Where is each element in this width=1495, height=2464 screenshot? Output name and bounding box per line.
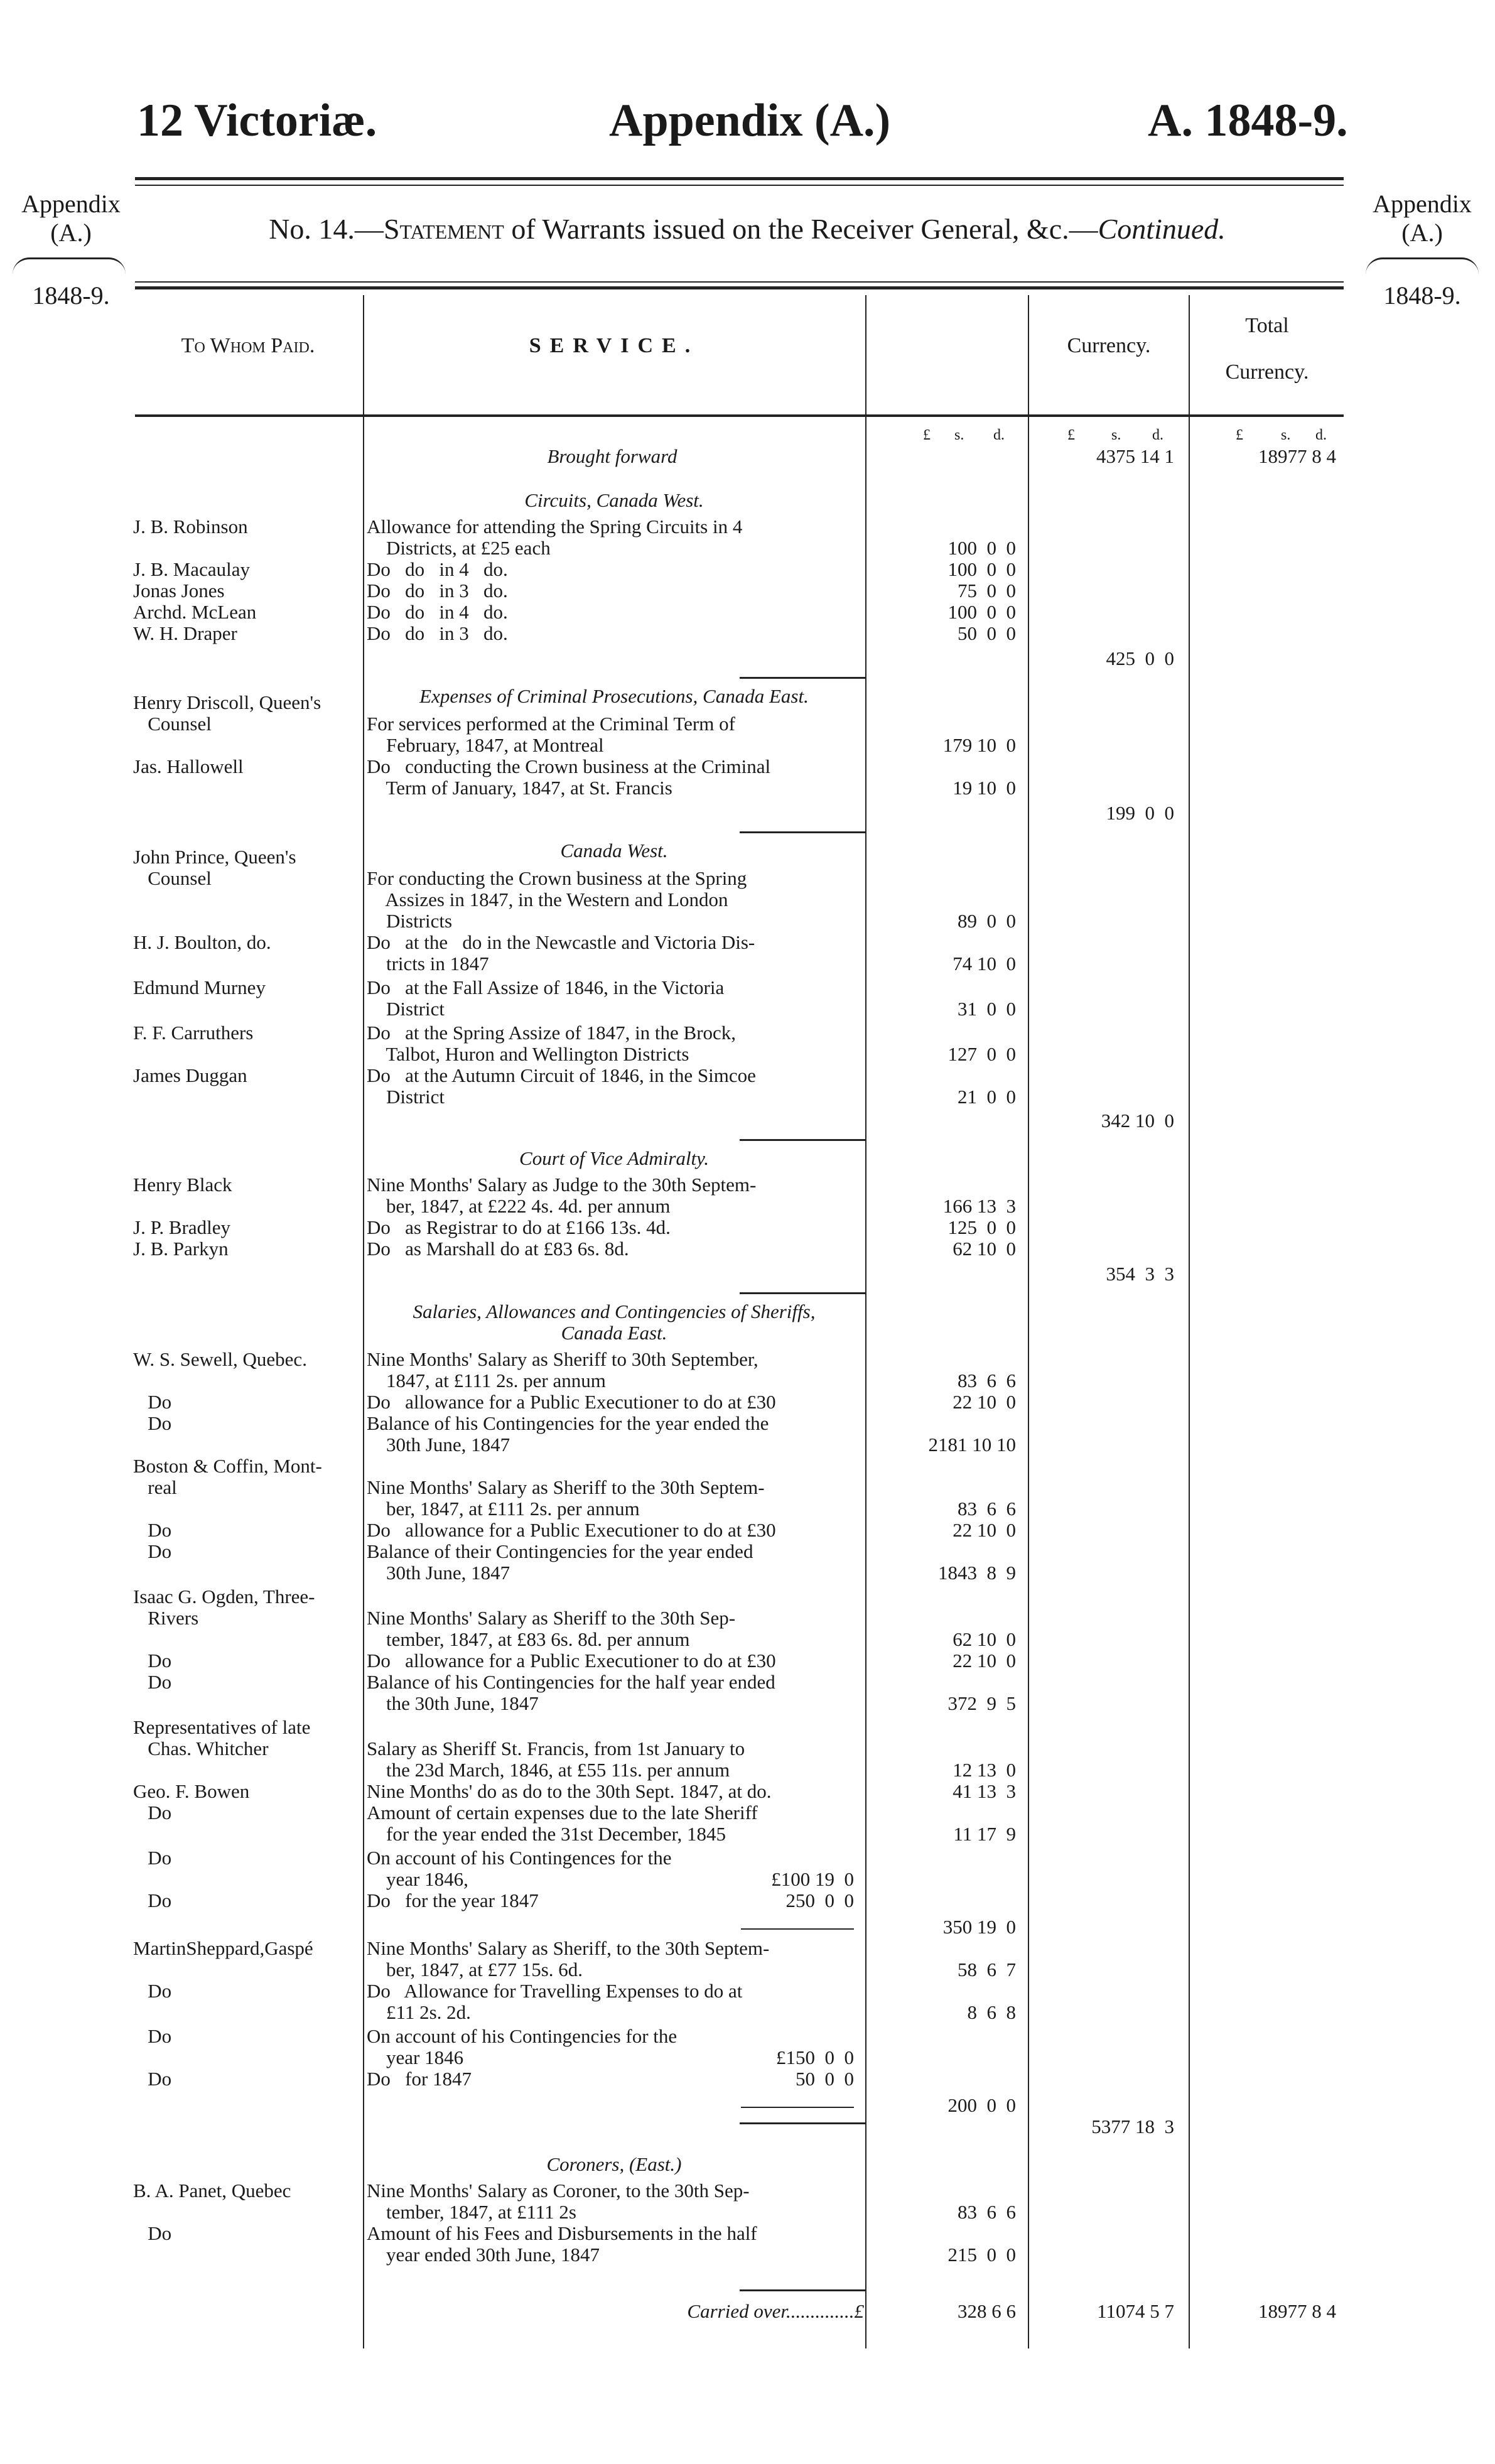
service-cell: the 23d March, 1846, at £55 11s. per annum [367,1759,730,1781]
amount-cell: 1843 8 9 [938,1562,1016,1584]
amount-cell: 2181 10 10 [928,1434,1016,1456]
inner-amount-cell: £150 0 0 [776,2046,854,2068]
service-cell: Nine Months' Salary as Coroner, to the 30th Sep- [367,2180,750,2202]
payee-cell: Henry Driscoll, Queen's [133,691,321,713]
currency-cell: 199 0 0 [1106,802,1174,824]
service-cell: ber, 1847, at £222 4s. 4d. per annum [367,1195,671,1217]
amount-cell: 74 10 0 [953,953,1016,975]
unit-s-2: s. [1111,427,1121,443]
section-canada-west: Canada West. [560,840,668,862]
payee-cell: Jonas Jones [133,580,225,602]
side-note-left: Appendix (A.) [21,190,121,247]
amount-cell: 125 0 0 [947,1216,1016,1238]
carried-over-currency: 11074 5 7 [1097,2300,1174,2322]
payee-cell: Do [133,1540,172,1562]
brought-forward-label: Brought forward [547,445,677,467]
unit-d-3: d. [1315,427,1327,443]
amount-cell: 62 10 0 [953,1628,1016,1650]
subtotal-rule [740,2122,865,2124]
amount-cell: 8 6 8 [967,2001,1016,2023]
brought-forward-total: 18977 8 4 [1258,445,1336,467]
service-cell: Do for the year 1847 [367,1889,539,1911]
payee-cell: real [133,1476,177,1498]
payee-cell: Do [133,1889,172,1911]
unit-l-2: £ [1067,427,1075,443]
payee-cell: Do [133,1650,172,1672]
payee-cell: J. B. Parkyn [133,1238,229,1260]
service-cell: For services performed at the Criminal Term of [367,713,735,735]
unit-l-1: £ [923,427,931,443]
col-header-currency: Currency. [1067,334,1151,357]
payee-cell: Do [133,1671,172,1693]
currency-cell: 425 0 0 [1106,647,1174,669]
header-right: A. 1848-9. [1148,95,1348,146]
service-cell: Nine Months' Salary as Sheriff, to the 30th Septem- [367,1937,770,1959]
service-cell: Do conducting the Crown business at the Criminal [367,755,771,777]
service-cell: For conducting the Crown business at the Spring [367,867,747,889]
subtotal-rule [740,1292,865,1294]
payee-cell: Representatives of late [133,1716,311,1738]
amount-cell: 11 17 9 [953,1823,1016,1845]
unit-s-3: s. [1281,427,1291,443]
payee-cell: Do [133,1412,172,1434]
payee-cell: Do [133,1519,172,1541]
amount-cell: 19 10 0 [953,777,1016,799]
title-rule-thick [135,286,1344,289]
amount-cell: 83 6 6 [958,2201,1016,2223]
currency-cell: 354 3 3 [1106,1263,1174,1285]
payee-cell: J. B. Macaulay [133,558,250,580]
carried-over-label: Carried over [687,2300,786,2322]
service-cell: for the year ended the 31st December, 1845 [367,1823,726,1845]
col-header-total-1: Total [1245,314,1289,337]
amount-cell: 62 10 0 [953,1238,1016,1260]
header-center: Appendix (A.) [609,95,891,146]
service-cell: Do at the Spring Assize of 1847, in the Brock, [367,1022,737,1044]
inner-amount-cell: 50 0 0 [796,2068,854,2090]
service-cell: Nine Months' Salary as Sheriff to 30th September, [367,1348,758,1370]
section-criminal: Expenses of Criminal Prosecutions, Canada East. [419,685,809,707]
amount-cell: 22 10 0 [953,1650,1016,1672]
amount-cell: 21 0 0 [958,1086,1016,1108]
amount-cell: 12 13 0 [953,1759,1016,1781]
service-cell: Do do in 4 do. [367,601,508,623]
unit-d-2: d. [1152,427,1163,443]
header-rule-thin [135,185,1344,186]
service-cell: Nine Months' do as do to the 30th Sept. 1847, at do. [367,1780,772,1802]
amount-cell: 127 0 0 [947,1043,1016,1065]
side-year-right: 1848-9. [1383,281,1461,310]
section-sheriffs-region: Canada East. [561,1322,667,1344]
service-cell: Do for 1847 [367,2068,472,2090]
unit-s-1: s. [954,427,964,443]
header-rule-top [135,177,1344,180]
section-vice-admiralty: Court of Vice Admiralty. [519,1147,709,1169]
currency-cell: 342 10 0 [1101,1110,1174,1132]
carried-over-pound: £ [854,2300,864,2322]
subtotal-rule [740,677,865,679]
service-cell: Nine Months' Salary as Sheriff to the 30th Sep- [367,1607,736,1629]
amount-cell: 22 10 0 [953,1391,1016,1413]
service-cell: £11 2s. 2d. [367,2001,471,2023]
service-cell: Balance of his Contingencies for the half year ended [367,1671,775,1693]
service-cell: year ended 30th June, 1847 [367,2244,600,2266]
amount-cell: 372 9 5 [947,1692,1016,1714]
service-cell: Do at the do in the Newcastle and Victoria Dis- [367,931,755,953]
amount-cell: 83 6 6 [958,1498,1016,1520]
service-cell: Salary as Sheriff St. Francis, from 1st January to [367,1737,745,1759]
payee-cell: Henry Black [133,1174,232,1196]
service-cell: February, 1847, at Montreal [367,734,604,756]
header-bottom-rule [135,414,1344,417]
service-cell: Districts, at £25 each [367,537,551,559]
service-cell: District [367,1086,445,1108]
service-cell: District [367,998,445,1020]
col-header-total-2: Currency. [1225,360,1309,384]
side-brace-right [1366,257,1479,274]
payee-cell: Edmund Murney [133,976,266,998]
payee-cell: Do [133,2222,172,2244]
carried-over-row [364,2301,864,2322]
side-year-left: 1848-9. [32,281,110,310]
service-cell: Do as Registrar to do at £166 13s. 4d. [367,1216,671,1238]
service-cell: Do do in 3 do. [367,580,508,602]
carried-over-value: 328 6 6 [958,2300,1016,2322]
service-cell: Do as Marshall do at £83 6s. 8d. [367,1238,629,1260]
payee-cell: Jas. Hallowell [133,755,244,777]
payee-cell: Do [133,1802,172,1824]
amount-cell: 215 0 0 [947,2244,1016,2266]
amount-cell: 350 19 0 [942,1916,1016,1938]
amount-cell: 83 6 6 [958,1370,1016,1391]
payee-cell: J. P. Bradley [133,1216,230,1238]
service-cell: Do at the Fall Assize of 1846, in the Victoria [367,976,725,998]
carried-over-total: 18977 8 4 [1258,2300,1336,2322]
payee-cell: Rivers [133,1607,199,1629]
currency-cell: 5377 18 3 [1091,2115,1174,2137]
service-cell: Do allowance for a Public Executioner to do at £30 [367,1391,776,1413]
service-cell: Districts [367,910,453,932]
service-cell: Do allowance for a Public Executioner to do at £30 [367,1519,776,1541]
title-rule-thin [135,281,1344,283]
amount-cell: 41 13 3 [953,1780,1016,1802]
service-cell: Allowance for attending the Spring Circuits in 4 [367,516,743,538]
service-cell: Balance of his Contingencies for the year ended the [367,1412,769,1434]
payee-cell: James Duggan [133,1064,247,1086]
amount-cell: 100 0 0 [947,537,1016,559]
inner-subtotal-rule [741,1928,854,1930]
payee-cell: John Prince, Queen's [133,846,296,868]
service-cell: the 30th June, 1847 [367,1692,539,1714]
payee-cell: Archd. McLean [133,601,257,623]
service-cell: Do do in 3 do. [367,622,508,644]
amount-cell: 75 0 0 [958,580,1016,602]
inner-subtotal-rule [741,2107,854,2108]
inner-amount-cell: £100 19 0 [771,1868,854,1890]
col-header-paid: To Whom Paid. [181,334,315,357]
payee-cell: Do [133,1847,172,1869]
service-cell: Amount of certain expenses due to the late Sheriff [367,1802,758,1824]
payee-cell: Geo. F. Bowen [133,1780,250,1802]
service-cell: ber, 1847, at £77 15s. 6d. [367,1959,583,1980]
section-circuits: Circuits, Canada West. [524,489,704,511]
unit-l-3: £ [1236,427,1243,443]
service-cell: ber, 1847, at £111 2s. per annum [367,1498,640,1520]
payee-cell: Do [133,2025,172,2047]
col-rule-3 [1028,295,1029,2348]
subtotal-rule [740,1139,865,1141]
amount-cell: 31 0 0 [958,998,1016,1020]
service-cell: 30th June, 1847 [367,1562,510,1584]
amount-cell: 100 0 0 [947,601,1016,623]
service-cell: 1847, at £111 2s. per annum [367,1370,606,1391]
payee-cell: J. B. Robinson [133,516,248,538]
inner-amount-cell: 250 0 0 [785,1889,854,1911]
amount-cell: 179 10 0 [942,734,1016,756]
service-cell: Assizes in 1847, in the Western and London [367,889,728,910]
payee-cell: B. A. Panet, Quebec [133,2180,291,2202]
service-cell: Amount of his Fees and Disbursements in the half [367,2222,757,2244]
payee-cell: F. F. Carruthers [133,1022,254,1044]
subtotal-rule [740,831,865,833]
payee-cell: Isaac G. Ogden, Three- [133,1586,315,1608]
carried-over-dots: .............. [786,2300,855,2322]
col-rule-4 [1189,295,1190,2348]
service-cell: 30th June, 1847 [367,1434,510,1456]
payee-cell: W. S. Sewell, Quebec. [133,1348,307,1370]
service-cell: Term of January, 1847, at St. Francis [367,777,672,799]
amount-cell: 89 0 0 [958,910,1016,932]
brought-forward-currency: 4375 14 1 [1096,445,1174,467]
payee-cell: Chas. Whitcher [133,1737,269,1759]
payee-cell: Counsel [133,713,212,735]
service-cell: tember, 1847, at £111 2s [367,2201,576,2223]
unit-d-1: d. [993,427,1005,443]
payee-cell: Counsel [133,867,212,889]
side-note-right: Appendix (A.) [1373,190,1472,247]
payee-cell: W. H. Draper [133,622,237,644]
section-coroners: Coroners, (East.) [546,2153,682,2175]
service-cell: Nine Months' Salary as Judge to the 30th Septem- [367,1174,757,1196]
payee-cell: Do [133,2068,172,2090]
statement-title: No. 14.—Statement of Warrants issued on the Receiver General, &c.—Continued. [269,213,1226,245]
payee-cell: MartinSheppard,Gaspé [133,1937,313,1959]
amount-cell: 100 0 0 [947,558,1016,580]
service-cell: Do allowance for a Public Executioner to do at £30 [367,1650,776,1672]
service-cell: On account of his Contingencies for the [367,2025,677,2047]
service-cell: Talbot, Huron and Wellington Districts [367,1043,689,1065]
service-cell: On account of his Contingences for the [367,1847,672,1869]
amount-cell: 50 0 0 [958,622,1016,644]
header-left: 12 Victoriæ. [137,95,377,146]
service-cell: Nine Months' Salary as Sheriff to the 30th Septem- [367,1476,765,1498]
payee-cell: Do [133,1980,172,2002]
col-header-service: SERVICE. [529,334,699,357]
service-cell: year 1846 [367,2046,464,2068]
service-cell: tricts in 1847 [367,953,489,975]
subtotal-rule [740,2289,865,2291]
payee-cell: Do [133,1391,172,1413]
payee-cell: H. J. Boulton, do. [133,931,271,953]
amount-cell: 166 13 3 [942,1195,1016,1217]
service-cell: tember, 1847, at £83 6s. 8d. per annum [367,1628,690,1650]
amount-cell: 200 0 0 [947,2094,1016,2116]
amount-cell: 58 6 7 [958,1959,1016,1980]
section-sheriffs: Salaries, Allowances and Contingencies of Sheriffs, [413,1300,816,1322]
service-cell: year 1846, [367,1868,468,1890]
service-cell: Do Allowance for Travelling Expenses to do at [367,1980,743,2002]
amount-cell: 22 10 0 [953,1519,1016,1541]
side-brace-left [13,257,126,274]
service-cell: Do do in 4 do. [367,558,508,580]
service-cell: Do at the Autumn Circuit of 1846, in the Simcoe [367,1064,756,1086]
payee-cell: Boston & Coffin, Mont- [133,1455,322,1477]
service-cell: Balance of their Contingencies for the year ended [367,1540,753,1562]
